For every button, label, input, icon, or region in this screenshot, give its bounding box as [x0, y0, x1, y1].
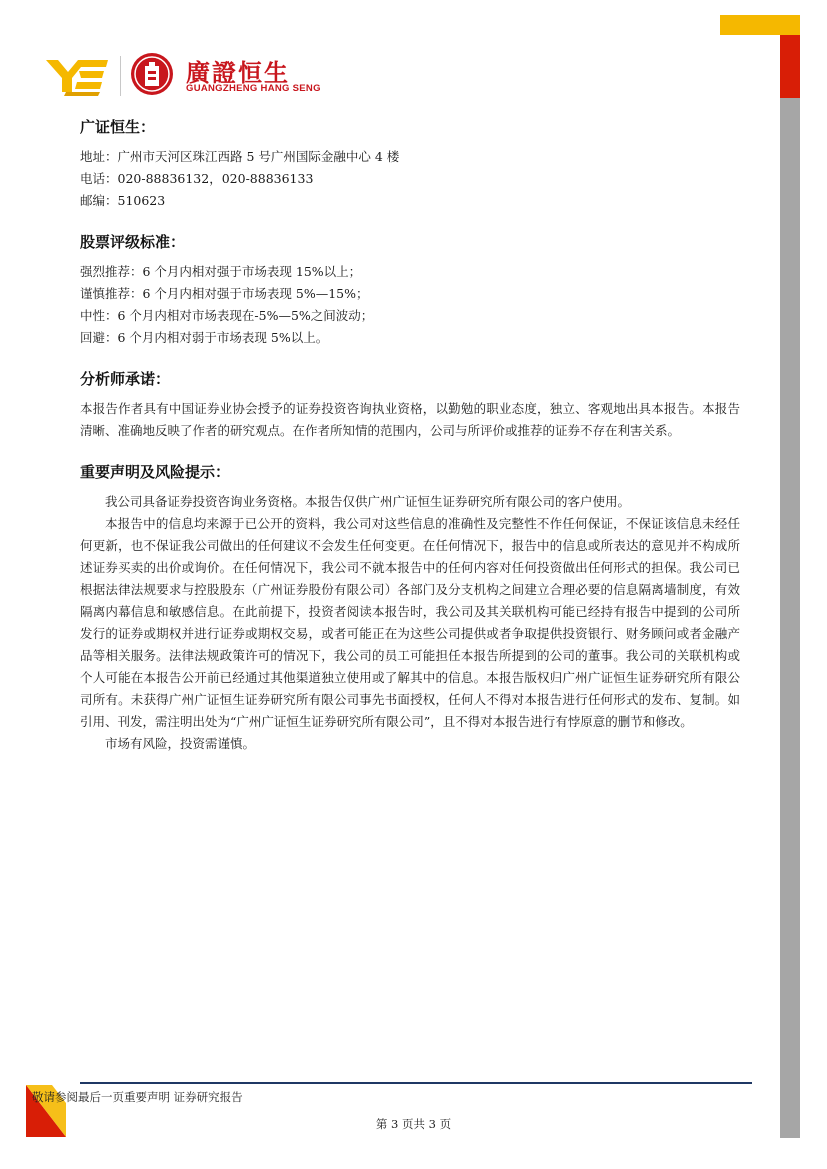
- page-number: 第 3 页共 3 页: [375, 1117, 452, 1131]
- disclaimer-paragraph: 市场有风险，投资需谨慎。: [105, 736, 256, 751]
- document-body: [80, 116, 740, 755]
- disclaimer-paragraph: 本报告中的信息均来源于已公开的资料，我公司对这些信息的准确性及完整性不作任何保证，不保证该信息未经任何更新，也不保证我公司做出的任何建议不会发生任何变更。在任何情况下，报告中的信息或所表达的意见并不构成所述证券买卖的出价或询价。在任何情况下，我公司不就本报告中的任何内容对任何投资做出任何形式的担保。我公司已根据法律法规要求与控股股东（广州证券股份有限公司）各部门及分支机构之间建立合理必要的信息隔离墙制度，有效隔离内幕信息和敏感信息。在此前提下，投资者阅读本报告时，我公司及其关联机构可能已经持有报告中提到的公司所发行的证券或期权并进行证券或期权交易，或者可能正在为这些公司提供或者争取提供投资银行、财务顾问或者金融产品等相关服务。法律法规政策许可的情况下，我公司的员工可能担任本报告所提到的公司的董事。我公司的关联机构或个人可能在本报告公开前已经通过其他渠道独立使用或了解其中的信息。本报告版权归广州广证恒生证券研究所有限公司所有。未获得广州广证恒生证券研究所有限公司事先书面授权，任何人不得对本报告进行任何形式的发布、复制。如引用、刊发，需注明出处为“广州广证恒生证券研究所有限公司”，且不得对本报告进行有悖原意的删节和修改。: [80, 516, 740, 729]
- address-line: 地址：广州市天河区珠江西路 5 号广州国际金融中心 4 楼: [80, 149, 400, 164]
- decorative-gray-bar: [780, 98, 800, 1138]
- contact-section: [80, 116, 740, 212]
- decorative-red-bar: [780, 35, 800, 98]
- disclaimer-paragraph: 我公司具备证券投资咨询业务资格。本报告仅供广州广证恒生证券研究所有限公司的客户使用。: [105, 494, 631, 509]
- decorative-yellow-bar: [720, 15, 800, 35]
- rating-item: 谨慎推荐：6 个月内相对强于市场表现 5%—15%；: [80, 286, 369, 301]
- ye-logo-icon: [46, 56, 108, 96]
- rating-item: 回避：6 个月内相对弱于市场表现 5%以上。: [80, 330, 329, 345]
- brand-name-en: GUANGZHENG HANG SENG: [186, 83, 321, 94]
- rating-item: 中性：6 个月内相对市场表现在-5%—5%之间波动；: [80, 308, 374, 323]
- guangzheng-seal-icon: [130, 52, 174, 96]
- rating-heading: 股票评级标准：: [80, 233, 186, 251]
- disclaimer-heading: 重要声明及风险提示：: [80, 463, 231, 481]
- brand-name-cn: 廣證恒生: [186, 59, 290, 87]
- postcode-line: 邮编：510623: [80, 193, 166, 208]
- phone-line: 电话：020-88836132，020-88836133: [80, 171, 314, 186]
- contact-heading: 广证恒生：: [80, 118, 156, 136]
- logo-divider: [120, 56, 121, 96]
- disclaimer-section: [80, 461, 740, 755]
- footer-divider: [80, 1082, 752, 1084]
- analyst-heading: 分析师承诺：: [80, 370, 171, 388]
- analyst-section: [80, 368, 740, 442]
- rating-section: [80, 231, 740, 349]
- footer-note: 敬请参阅最后一页重要声明 证券研究报告: [32, 1090, 243, 1104]
- analyst-paragraph: 本报告作者具有中国证券业协会授予的证券投资咨询执业资格，以勤勉的职业态度，独立、客观地出具本报告。本报告清晰、准确地反映了作者的研究观点。在作者所知情的范围内，公司与所评价或推荐的证券不存在利害关系。: [80, 401, 740, 438]
- rating-item: 强烈推荐：6 个月内相对强于市场表现 15%以上；: [80, 264, 362, 279]
